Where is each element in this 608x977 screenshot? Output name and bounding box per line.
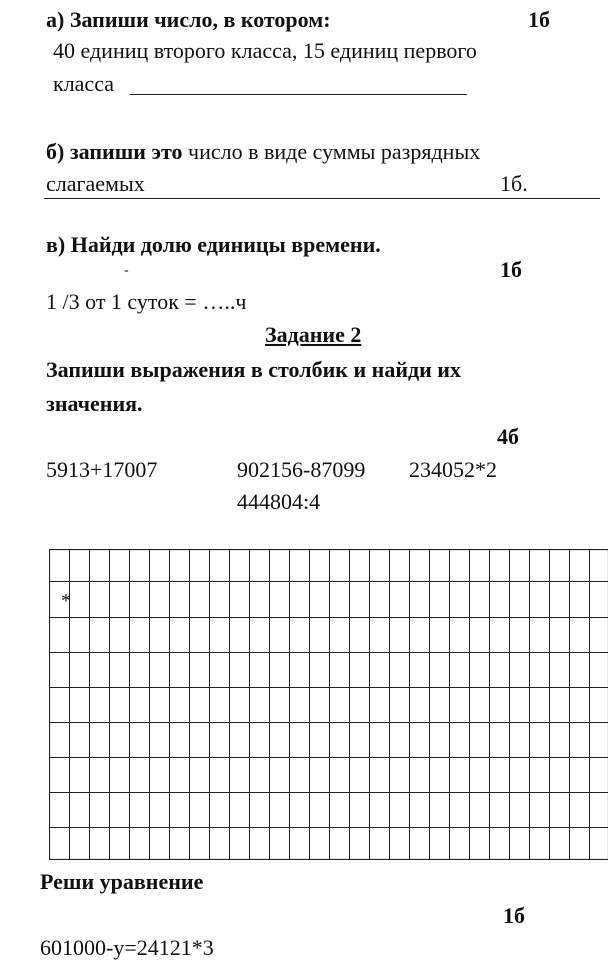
equation-expression: 601000-у=24121*3	[40, 935, 214, 960]
task-v-expression: 1 /3 от 1 суток = …..ч	[46, 289, 247, 314]
task-a-line2: класса	[53, 71, 114, 96]
grid-border	[50, 550, 608, 860]
task-v-dash: -	[124, 263, 129, 278]
task-a-points: 1б	[528, 7, 550, 32]
grid-mark: *	[61, 590, 71, 612]
task-b-label	[46, 139, 480, 165]
task2-expr4: 444804:4	[237, 489, 321, 514]
equation-points: 1б	[503, 903, 525, 928]
equation-title: Реши уравнение	[40, 869, 204, 894]
task-b-line2: слагаемых	[46, 171, 145, 196]
task-b-label-bold: б) запиши это	[46, 139, 183, 164]
task2-instruction-line1: Запиши выражения в столбик и найди их	[46, 357, 461, 382]
task-a-line1: 40 единиц второго класса, 15 единиц первого	[53, 38, 477, 63]
task-v-points: 1б	[500, 257, 522, 282]
task-a-answer-line[interactable]	[130, 94, 467, 95]
task2-expr2: 902156-87099	[237, 457, 366, 482]
task-b-points: 1б.	[500, 171, 528, 196]
work-grid[interactable]	[49, 549, 608, 860]
task2-title: Задание 2	[265, 322, 362, 347]
task2-points: 4б	[497, 424, 519, 449]
task-b-answer-line[interactable]	[44, 198, 600, 199]
task2-expr3: 234052*2	[409, 457, 497, 482]
task-v-label: в) Найди долю единицы времени.	[46, 232, 381, 257]
task2-expr1: 5913+17007	[46, 457, 158, 482]
task-a-label: а) Запиши число, в котором:	[46, 7, 331, 32]
task2-instruction-line2: значения.	[46, 391, 143, 416]
task-b-label-rest: число в виде суммы разрядных	[182, 139, 481, 164]
